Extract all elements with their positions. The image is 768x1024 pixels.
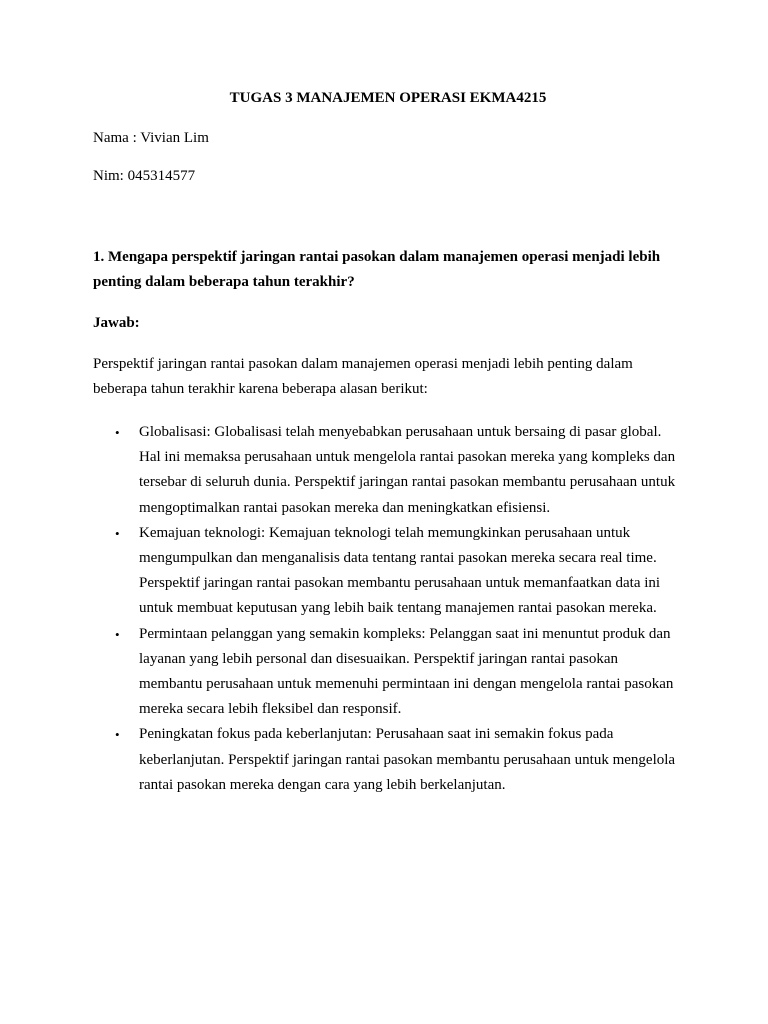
bullet-icon: • [115,626,120,642]
list-item-text: Permintaan pelanggan yang semakin kompleks: Pelanggan saat ini menuntut produk dan layanan yang lebih personal dan disesuaikan. Perspektif jaringan rantai pasokan membantu perusahaan untuk memenuhi permintaan ini dengan mengelola rantai pasokan mereka secara lebih fleksibel dan responsif. [139,625,674,718]
bullet-icon: • [115,425,120,440]
list-item-text: Kemajuan teknologi: Kemajuan teknologi telah memungkinkan perusahaan untuk mengumpulkan dan menganalisis data tentang rantai pasokan mereka secara real time. Perspektif jaringan rantai pasokan membantu perusahaan untuk memanfaatkan data ini untuk membuat keputusan yang lebih baik tentang manajemen rantai pasokan mereka. [139,524,661,617]
list-item-text: Peningkatan fokus pada keberlanjutan: Perusahaan saat ini semakin fokus pada keberlanjutan. Perspektif jaringan rantai pasokan membantu perusahaan untuk mengelola rantai pasokan mereka dengan cara yang lebih berkelanjutan. [139,726,676,793]
bullet-icon: • [115,525,120,541]
reasons-list [93,420,683,798]
question-text: 1. Mengapa perspektif jaringan rantai pasokan dalam manajemen operasi menjadi lebih penting dalam beberapa tahun terakhir? [93,249,661,290]
list-item-text: Globalisasi: Globalisasi telah menyebabkan perusahaan untuk bersaing di pasar global. Hal ini memaksa perusahaan untuk mengelola rantai pasokan mereka yang kompleks dan tersebar di seluruh dunia. Perspektif jaringan rantai pasokan membantu perusahaan untuk mengoptimalkan rantai pasokan mereka dan meningkatkan efisiensi. [139,424,676,516]
bullet-icon: • [115,727,120,743]
list-item [93,521,679,622]
list-item [93,622,679,723]
student-name: Nama : Vivian Lim [93,130,209,146]
document-title: TUGAS 3 MANAJEMEN OPERASI EKMA4215 [229,90,547,106]
list-item [93,420,679,521]
answer-intro: Perspektif jaringan rantai pasokan dalam manajemen operasi menjadi lebih penting dalam beberapa tahun terakhir karena beberapa alasan berikut: [93,356,633,397]
student-nim: Nim: 045314577 [93,168,196,184]
answer-label: Jawab: [93,315,140,331]
list-item [93,722,679,798]
